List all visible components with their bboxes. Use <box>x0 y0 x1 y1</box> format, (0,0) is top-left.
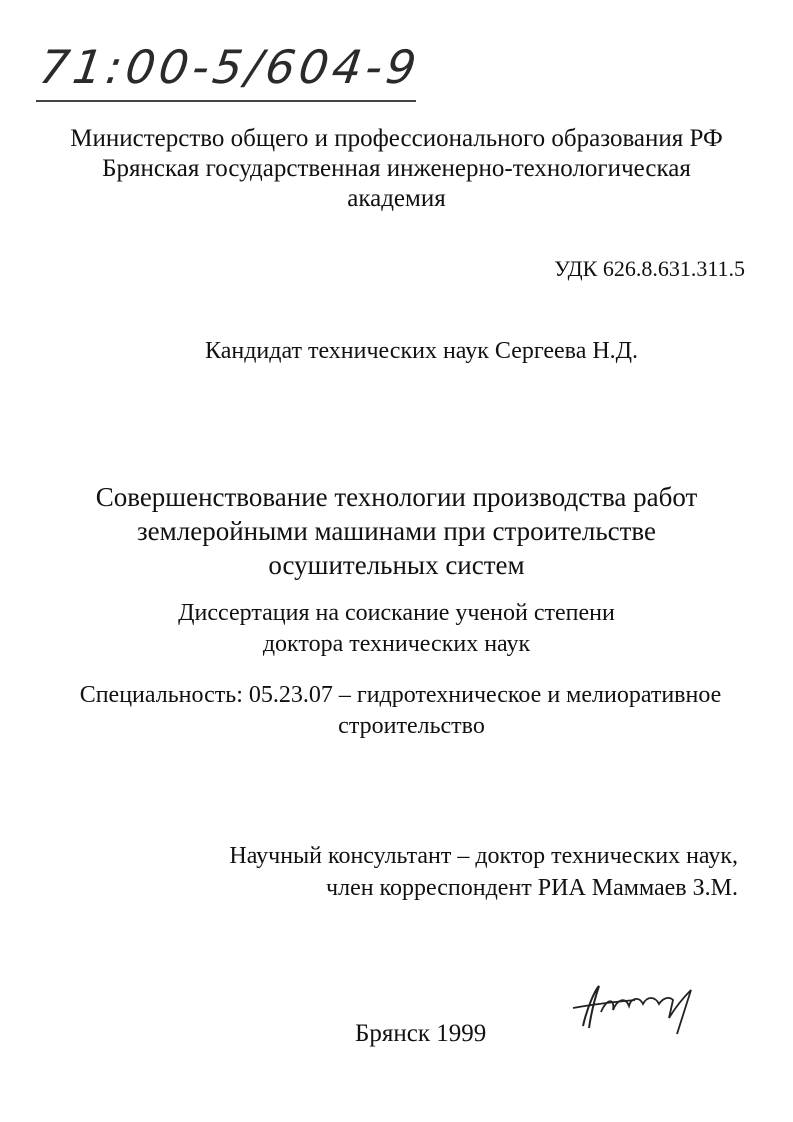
degree-line-2: доктора технических наук <box>262 631 531 657</box>
title-line-1: Совершенствование технологии производства работ <box>95 482 698 512</box>
institution-header <box>0 124 793 214</box>
specialty-line-2: строительство <box>338 713 485 739</box>
city-year: Брянск 1999 <box>355 1020 487 1047</box>
udk-code: УДК 626.8.631.311.5 <box>554 256 745 281</box>
specialty-statement <box>0 680 793 742</box>
ministry-line-1: Министерство общего и профессионального образования РФ <box>70 125 723 152</box>
ministry-line-3: академия <box>347 185 446 212</box>
archive-stamp-code: 71:00-5/604-9 <box>36 40 424 94</box>
author-line: Кандидат технических наук Сергеева Н.Д. <box>205 338 639 364</box>
dissertation-title <box>0 480 793 582</box>
title-line-3: осушительных систем <box>268 550 525 580</box>
title-line-2: землеройными машинами при строительстве <box>137 516 656 546</box>
consultant-line-2: член корреспондент РИА Маммаев З.М. <box>326 875 738 901</box>
degree-statement <box>0 598 793 660</box>
degree-line-1: Диссертация на соискание ученой степени <box>178 600 615 626</box>
stamp-underline <box>36 100 416 102</box>
specialty-line-1: Специальность: 05.23.07 – гидротехническое и мелиоративное <box>79 682 722 708</box>
consultant-line-1: Научный консультант – доктор технических наук, <box>229 843 738 869</box>
handwritten-signature <box>565 978 705 1038</box>
ministry-line-2: Брянская государственная инженерно-технологическая <box>102 155 691 182</box>
scientific-consultant <box>229 840 738 904</box>
